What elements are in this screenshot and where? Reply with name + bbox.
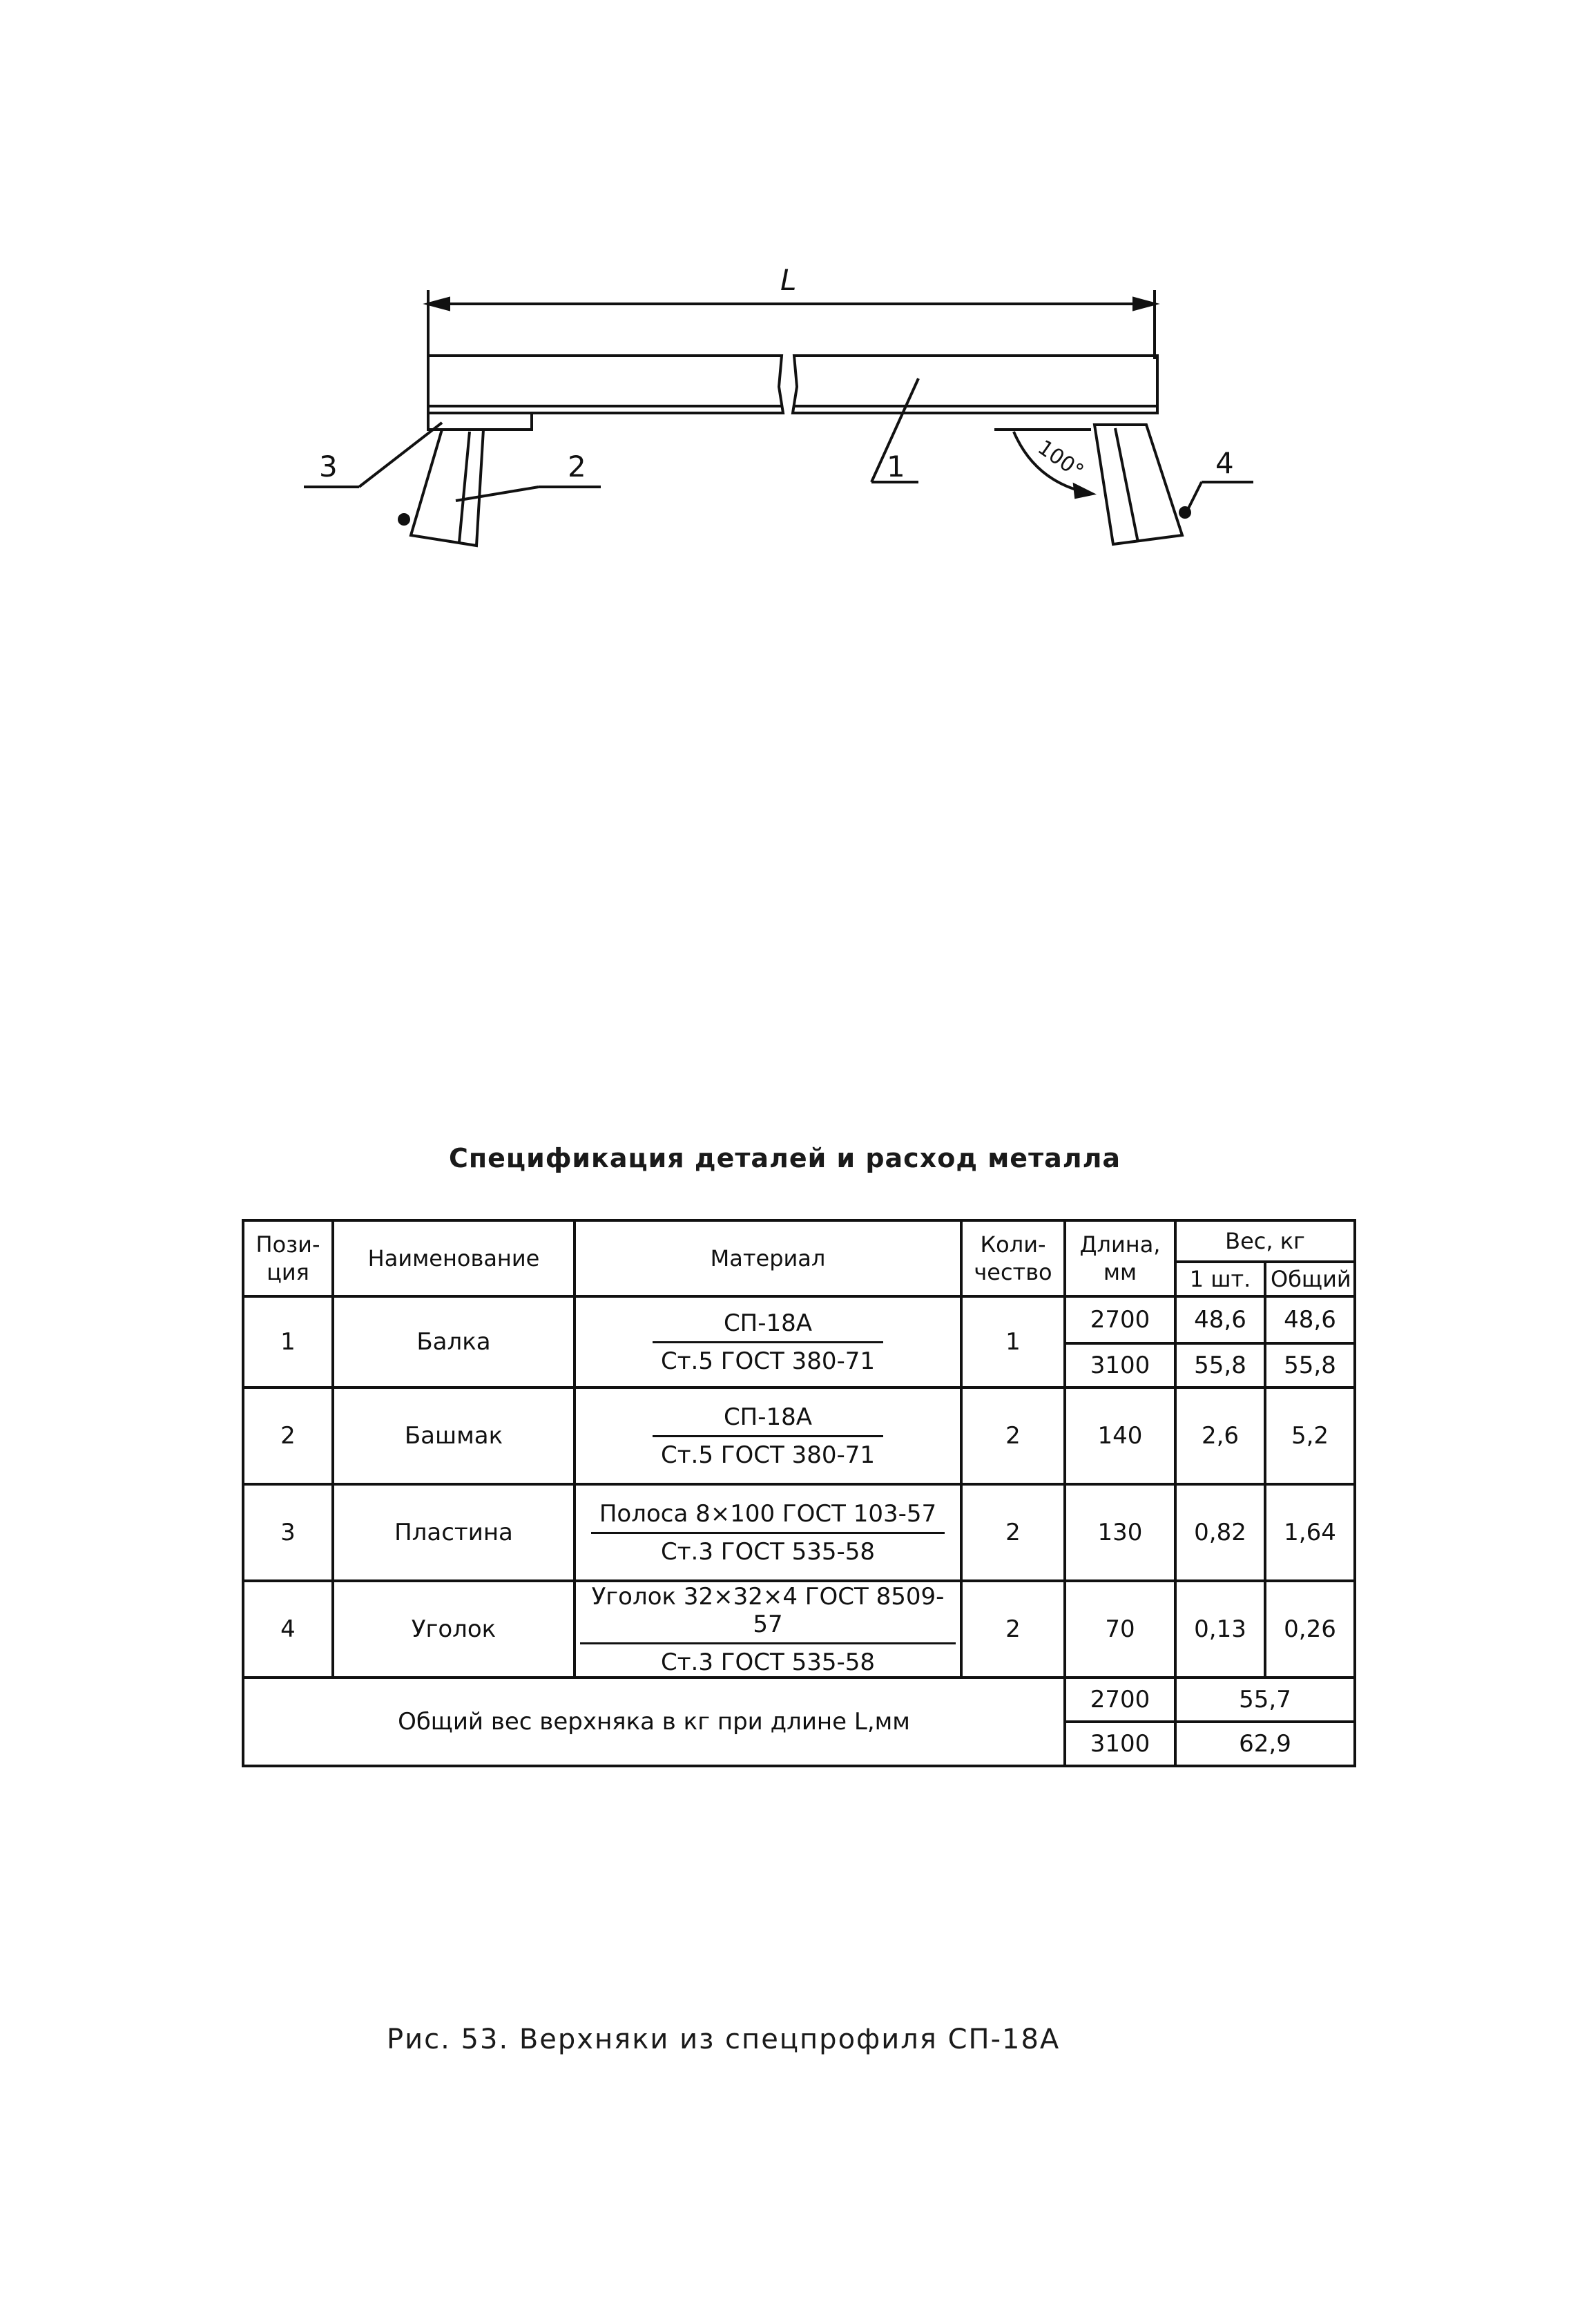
material-top: СП-18А <box>653 1403 883 1437</box>
shoe-left <box>411 430 483 546</box>
cell-name: Балка <box>333 1296 575 1387</box>
table-row <box>243 1387 1355 1484</box>
cell-name: Уголок <box>333 1581 575 1678</box>
spec-table <box>242 1219 1356 1767</box>
cell-name: Башмак <box>333 1387 575 1484</box>
cell-length: 130 <box>1065 1484 1175 1581</box>
beam <box>428 356 1157 413</box>
cell-weight-total: 48,6 <box>1265 1296 1355 1343</box>
angle-label: 100° <box>1033 435 1088 484</box>
header-name: Наименование <box>333 1220 575 1296</box>
cell-material <box>575 1387 961 1484</box>
cell-weight-total: 0,26 <box>1265 1581 1355 1678</box>
material-bottom: Ст.3 ГОСТ 535-58 <box>660 1648 876 1676</box>
total-weight: 55,7 <box>1175 1678 1355 1722</box>
cell-pos: 2 <box>243 1387 333 1484</box>
material-top: Полоса 8×100 ГОСТ 103-57 <box>591 1500 945 1534</box>
cell-weight-total: 1,64 <box>1265 1484 1355 1581</box>
cell-material <box>575 1581 961 1678</box>
cell-weight-one: 2,6 <box>1175 1387 1265 1484</box>
plate-left <box>428 413 532 430</box>
callout-2: 2 <box>568 450 586 483</box>
cell-weight-one: 48,6 <box>1175 1296 1265 1343</box>
cell-qty: 2 <box>961 1387 1065 1484</box>
cell-pos: 4 <box>243 1581 333 1678</box>
figure-caption: Рис. 53. Верхняки из спецпрофиля СП-18А <box>387 2024 1061 2055</box>
cell-qty: 1 <box>961 1296 1065 1387</box>
header-material: Материал <box>575 1220 961 1296</box>
cell-length: 2700 <box>1065 1296 1175 1343</box>
table-row <box>243 1296 1355 1343</box>
cell-material <box>575 1296 961 1387</box>
cell-material <box>575 1484 961 1581</box>
cell-weight-one: 0,82 <box>1175 1484 1265 1581</box>
callout-1: 1 <box>887 450 905 483</box>
cell-length: 3100 <box>1065 1343 1175 1387</box>
cell-weight-total: 5,2 <box>1265 1387 1355 1484</box>
cell-pos: 3 <box>243 1484 333 1581</box>
callout-4: 4 <box>1215 446 1234 480</box>
cell-weight-total: 55,8 <box>1265 1343 1355 1387</box>
dimension-label: L <box>780 263 797 297</box>
header-position: Пози-ция <box>243 1220 333 1296</box>
callout-3: 3 <box>319 450 338 483</box>
total-length: 2700 <box>1065 1678 1175 1722</box>
material-bottom: Ст.3 ГОСТ 535-58 <box>660 1537 876 1566</box>
material-top: Уголок 32×32×4 ГОСТ 8509-57 <box>580 1583 956 1644</box>
cell-length: 140 <box>1065 1387 1175 1484</box>
material-bottom: Ст.5 ГОСТ 380-71 <box>660 1441 876 1469</box>
cell-weight-one: 55,8 <box>1175 1343 1265 1387</box>
header-length: Длина, мм <box>1065 1220 1175 1296</box>
material-bottom: Ст.5 ГОСТ 380-71 <box>660 1347 876 1375</box>
total-length: 3100 <box>1065 1722 1175 1766</box>
total-label: Общий вес верхняка в кг при длине L,мм <box>243 1678 1065 1766</box>
header-weight-total: Общий <box>1265 1262 1355 1296</box>
header-quantity: Коли-чество <box>961 1220 1065 1296</box>
cell-qty: 2 <box>961 1484 1065 1581</box>
shoe-right <box>1095 425 1182 544</box>
cell-name: Пластина <box>333 1484 575 1581</box>
header-weight: Вес, кг <box>1175 1220 1355 1262</box>
cell-qty: 2 <box>961 1581 1065 1678</box>
total-row <box>243 1678 1355 1722</box>
spec-title: Спецификация деталей и расход металла <box>449 1143 1121 1173</box>
header-weight-one: 1 шт. <box>1175 1262 1265 1296</box>
cell-pos: 1 <box>243 1296 333 1387</box>
cell-length: 70 <box>1065 1581 1175 1678</box>
table-row <box>243 1484 1355 1581</box>
frame-drawing <box>0 0 1591 691</box>
table-row <box>243 1581 1355 1678</box>
material-top: СП-18А <box>653 1309 883 1343</box>
total-weight: 62,9 <box>1175 1722 1355 1766</box>
cell-weight-one: 0,13 <box>1175 1581 1265 1678</box>
